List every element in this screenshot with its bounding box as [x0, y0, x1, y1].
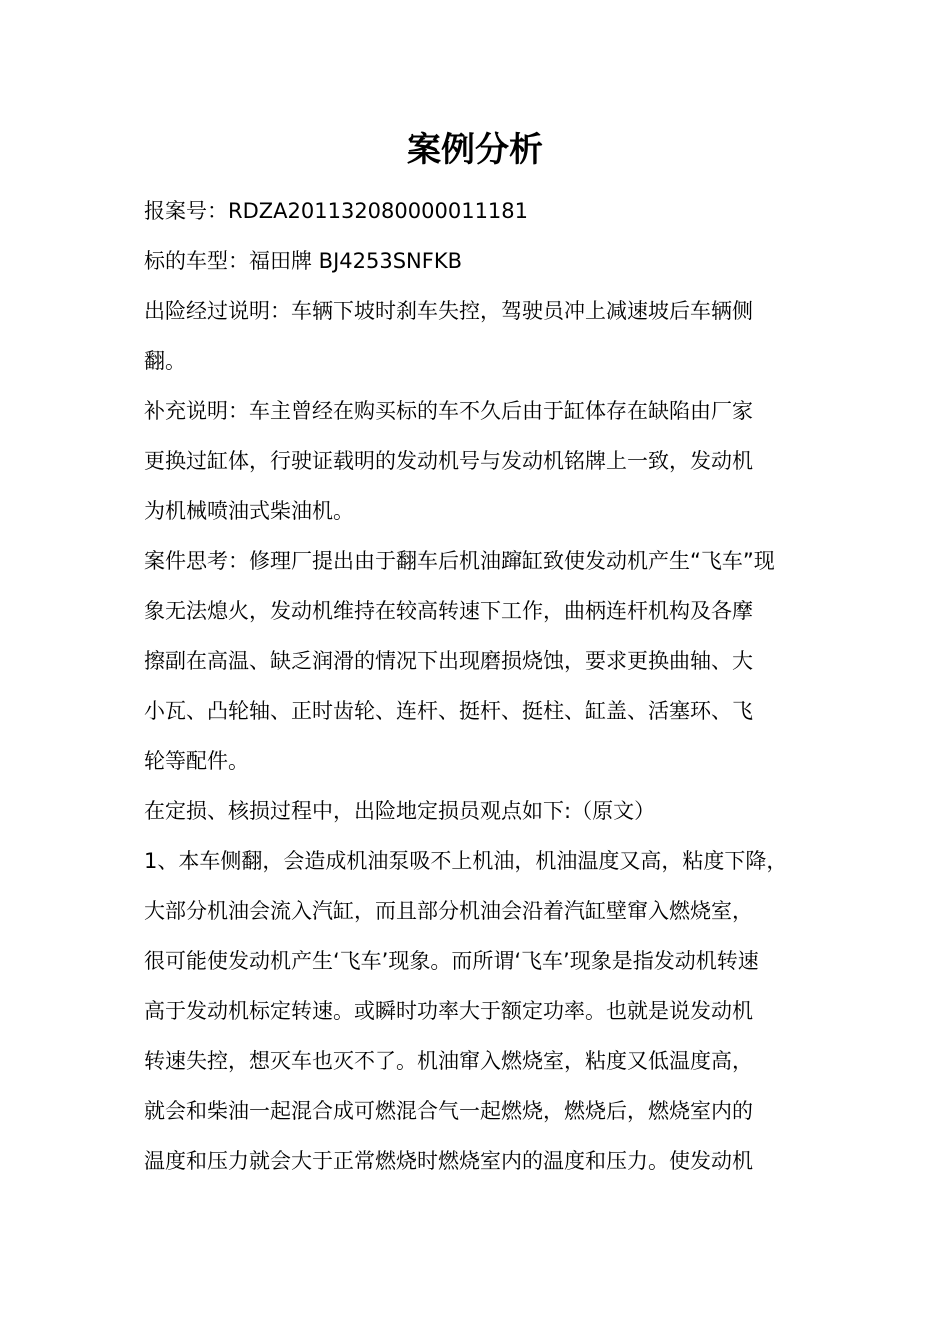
text-line: 翻。 — [144, 349, 186, 373]
page-title: 案例分析 — [407, 130, 543, 170]
text-line: 补充说明：车主曾经在购买标的车不久后由于缸体存在缺陷由厂家 — [144, 399, 753, 423]
text-line: 出险经过说明：车辆下坡时刹车失控，驾驶员冲上减速坡后车辆侧 — [144, 299, 753, 323]
text-line: 轮等配件。 — [144, 749, 249, 773]
text-line: 大部分机油会流入汽缸，而且部分机油会沿着汽缸壁窜入燃烧室， — [144, 899, 753, 923]
text-line: 就会和柴油一起混合成可燃混合气一起燃烧，燃烧后，燃烧室内的 — [144, 1099, 753, 1123]
text-line: 温度和压力就会大于正常燃烧时燃烧室内的温度和压力。使发动机 — [144, 1149, 753, 1173]
text-line: 报案号：RDZA201132080000011181 — [144, 199, 529, 223]
text-line: 标的车型：福田牌 BJ4253SNFKB — [144, 249, 463, 273]
text-line: 擦副在高温、缺乏润滑的情况下出现磨损烧蚀，要求更换曲轴、大 — [144, 649, 753, 673]
text-line: 案件思考：修理厂提出由于翻车后机油蹿缸致使发动机产生“飞车”现 — [144, 549, 775, 573]
text-line: 为机械喷油式柴油机。 — [144, 499, 354, 523]
text-line: 更换过缸体，行驶证载明的发动机号与发动机铭牌上一致，发动机 — [144, 449, 753, 473]
text-line: 很可能使发动机产生‘飞车’现象。而所谓‘飞车’现象是指发动机转速 — [144, 949, 759, 973]
text-line: 转速失控，想灭车也灭不了。机油窜入燃烧室，粘度又低温度高， — [144, 1049, 753, 1073]
text-line: 象无法熄火，发动机维持在较高转速下工作，曲柄连杆机构及各摩 — [144, 599, 753, 623]
text-line: 小瓦、凸轮轴、正时齿轮、连杆、挺杆、挺柱、缸盖、活塞环、飞 — [144, 699, 753, 723]
text-line: 1、本车侧翻，会造成机油泵吸不上机油，机油温度又高，粘度下降， — [144, 849, 788, 873]
text-line: 在定损、核损过程中，出险地定损员观点如下:（原文） — [144, 799, 656, 823]
text-line: 高于发动机标定转速。或瞬时功率大于额定功率。也就是说发动机 — [144, 999, 753, 1023]
document-body — [144, 186, 834, 1186]
